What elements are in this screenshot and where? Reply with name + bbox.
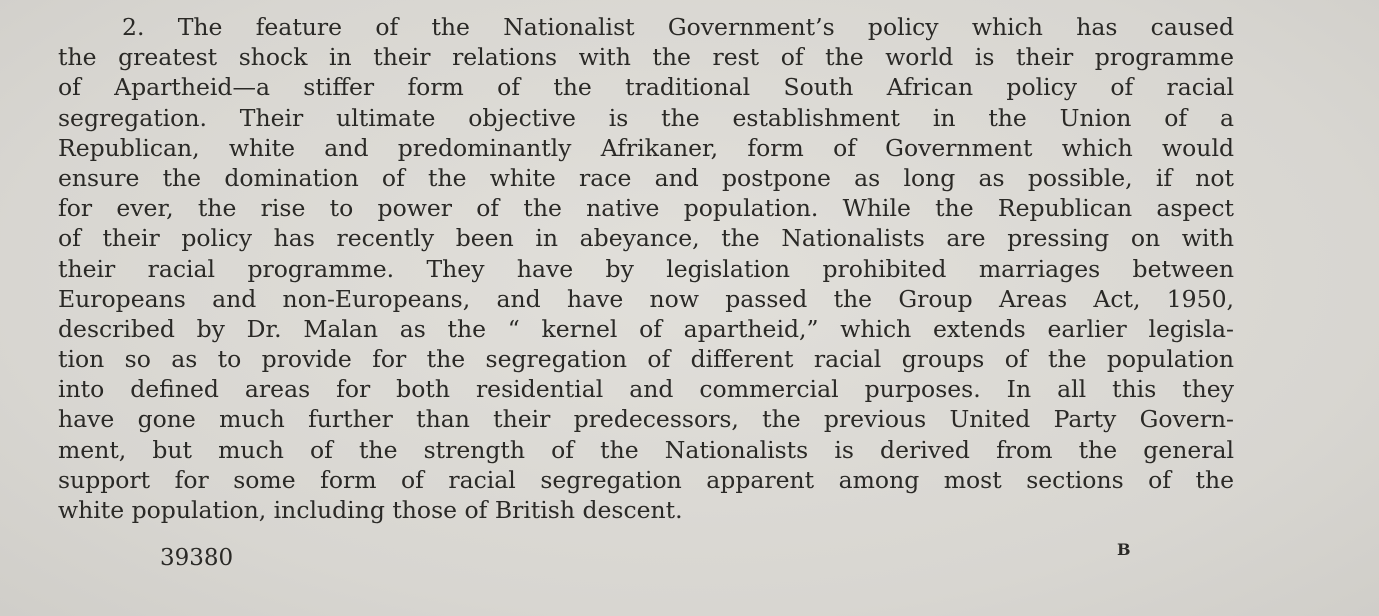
text-line: 2. The feature of the Nationalist Government’s policy which has caused [122,13,1234,41]
text-line: ensure the domination of the white race and postpone as long as possible, if not [58,163,1234,192]
text-line: Republican, white and predominantly Afrikaner, form of Government which would [58,133,1234,162]
text-line: support for some form of racial segregation apparent among most sections of the [58,465,1234,494]
text-line: tion so as to provide for the segregation of different racial groups of the population [58,345,1234,374]
signature-mark: B [1117,540,1131,559]
text-line: segregation. Their ultimate objective is the establishment in the Union of a [58,103,1234,132]
text-line: into defined areas for both residential and commercial purposes. In all this they [58,375,1234,404]
text-line-last: white population, including those of British descent. [58,496,683,524]
print-code: 39380 [160,545,234,571]
text-line: Europeans and non-Europeans, and have now passed the Group Areas Act, 1950, [58,284,1234,313]
text-line: described by Dr. Malan as the “ kernel of apartheid,” which extends earlier legisla- [58,314,1234,343]
text-line: of Apartheid—a stiffer form of the traditional South African policy of racial [58,73,1234,102]
paragraph-2 [58,12,1234,525]
text-line: their racial programme. They have by legislation prohibited marriages between [58,254,1234,283]
text-line: have gone much further than their predecessors, the previous United Party Govern- [58,405,1234,434]
text-line: ment, but much of the strength of the Nationalists is derived from the general [58,435,1234,464]
text-line: of their policy has recently been in abeyance, the Nationalists are pressing on with [58,224,1234,253]
text-line: for ever, the rise to power of the native population. While the Republican aspect [58,194,1234,223]
text-line: the greatest shock in their relations with the rest of the world is their programme [58,43,1234,72]
